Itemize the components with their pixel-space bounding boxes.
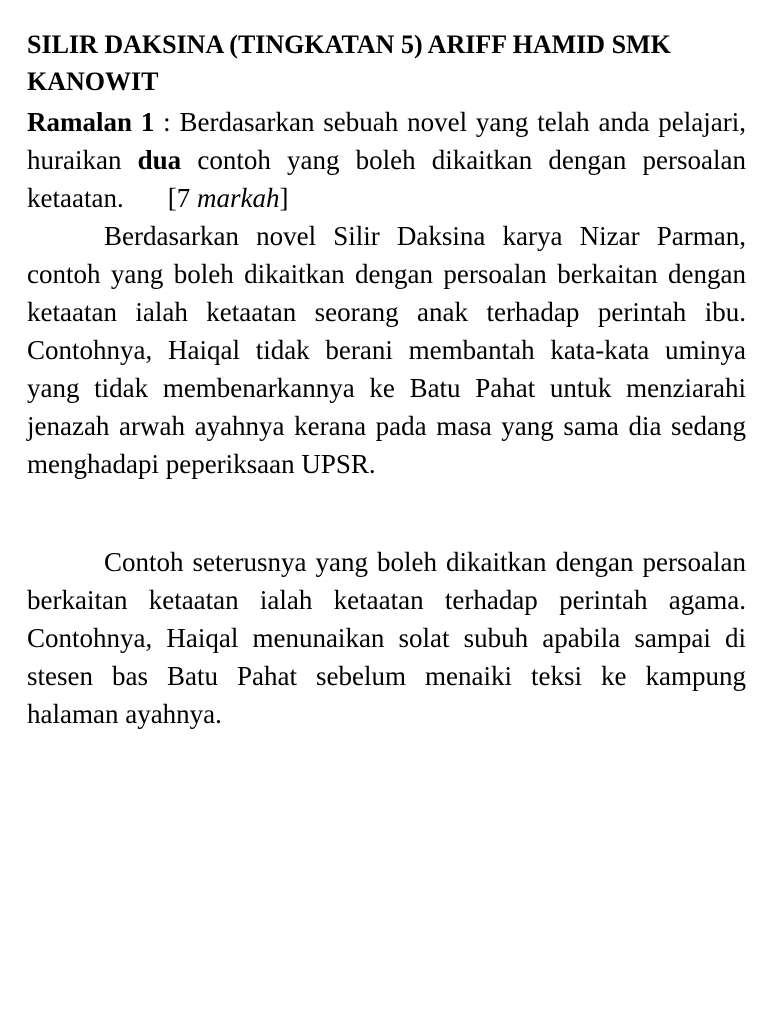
question-label: Ramalan 1 [27, 107, 155, 137]
question-text-after: contoh yang boleh dikaitkan dengan persoalan ketaatan. [27, 145, 746, 213]
question-block [27, 103, 746, 217]
answer-paragraph-2: Contoh seterusnya yang boleh dikaitkan dengan persoalan berkaitan ketaatan ialah ketaatan terhadap perintah agama. Contohnya, Haiqal menunaikan solat subuh apabila sampai di stesen bas Batu Pahat sebelum menaiki teksi ke kampung halaman ayahnya. [27, 547, 746, 729]
question-separator: : [154, 107, 180, 137]
document-title: SILIR DAKSINA (TINGKATAN 5) ARIFF HAMID SMK KANOWIT [27, 30, 671, 96]
question-marks-word: markah [196, 183, 280, 213]
question-text-before: Berdasarkan sebuah novel yang telah anda pelajari, huraikan [27, 107, 746, 175]
question-emphasis: dua [137, 145, 182, 175]
question-marks-open: [7 [167, 183, 197, 213]
question-marks-close: ] [279, 183, 289, 213]
answer-paragraph-1: Berdasarkan novel Silir Daksina karya Nizar Parman, contoh yang boleh dikaitkan dengan persoalan berkaitan dengan ketaatan ialah ketaatan seorang anak terhadap perintah ibu. Contohnya, Haiqal tidak berani membantah kata-kata uminya yang tidak membenarkannya ke Batu Pahat untuk menziarahi jenazah arwah ayahnya kerana pada masa yang sama dia sedang menghadapi peperiksaan UPSR. [27, 221, 746, 479]
document-page [27, 26, 746, 733]
